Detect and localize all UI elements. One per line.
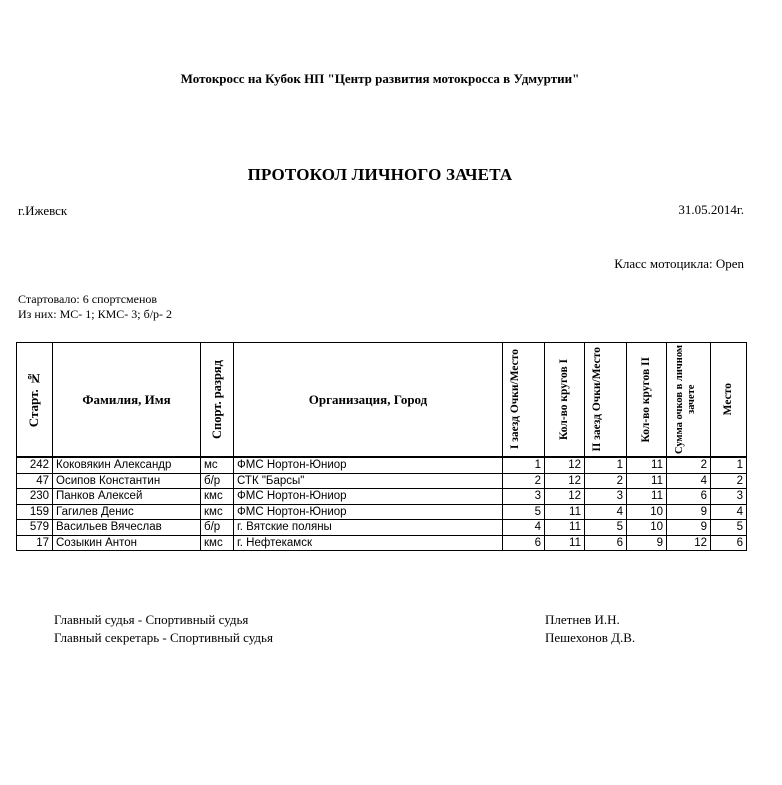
cell-heat2: 2: [585, 473, 627, 489]
cell-place: 2: [711, 473, 747, 489]
cell-laps2: 10: [627, 520, 667, 536]
cell-sum: 9: [667, 504, 711, 520]
cell-laps1: 11: [545, 504, 585, 520]
cell-sum: 4: [667, 473, 711, 489]
cell-laps1: 11: [545, 535, 585, 551]
col-header-rank: Спорт. разряд: [201, 343, 234, 458]
cell-heat2: 1: [585, 457, 627, 473]
cell-start-no: 17: [17, 535, 53, 551]
rank-breakdown: Из них: МС- 1; КМС- 3; б/р- 2: [18, 307, 173, 321]
cell-org: ФМС Нортон-Юниор: [234, 457, 503, 473]
event-title: Мотокросс на Кубок НП "Центр развития мотокросса в Удмуртии": [180, 71, 580, 86]
date: 31.05.2014г.: [678, 202, 744, 217]
chief-judge-name: Плетнев И.Н.: [545, 612, 620, 627]
cell-heat1: 2: [503, 473, 545, 489]
cell-sum: 12: [667, 535, 711, 551]
table-row: [17, 504, 747, 520]
cell-org: г. Вятские поляны: [234, 520, 503, 536]
table-row: [17, 489, 747, 505]
cell-org: г. Нефтекамск: [234, 535, 503, 551]
cell-org: ФМС Нортон-Юниор: [234, 504, 503, 520]
cell-rank: б/р: [201, 473, 234, 489]
cell-laps2: 9: [627, 535, 667, 551]
cell-heat1: 6: [503, 535, 545, 551]
table-row: [17, 520, 747, 536]
cell-heat2: 5: [585, 520, 627, 536]
cell-laps2: 11: [627, 473, 667, 489]
document-title: ПРОТОКОЛ ЛИЧНОГО ЗАЧЕТА: [247, 165, 513, 184]
cell-place: 1: [711, 457, 747, 473]
col-header-heat1: I заезд Очки/Место: [503, 343, 545, 458]
table-row: [17, 473, 747, 489]
col-header-heat2: II заезд Очки/Место: [585, 343, 627, 458]
col-header-org: Организация, Город: [234, 343, 503, 458]
cell-name: Созыкин Антон: [53, 535, 201, 551]
cell-heat1: 3: [503, 489, 545, 505]
city: г.Ижевск: [18, 203, 68, 218]
cell-start-no: 230: [17, 489, 53, 505]
cell-sum: 2: [667, 457, 711, 473]
col-header-sum: Сумма очков в личном зачете: [667, 343, 711, 458]
cell-place: 6: [711, 535, 747, 551]
cell-org: СТК "Барсы": [234, 473, 503, 489]
cell-place: 4: [711, 504, 747, 520]
started-count: Стартовало: 6 спортсменов: [18, 292, 158, 306]
cell-org: ФМС Нортон-Юниор: [234, 489, 503, 505]
motorcycle-class: Класс мотоцикла: Open: [614, 256, 744, 271]
results-table: [16, 342, 747, 551]
chief-judge-role: Главный судья - Спортивный судья: [54, 612, 249, 627]
table-header-row: [17, 343, 747, 458]
col-header-laps1: Кол-во кругов I: [545, 343, 585, 458]
cell-place: 3: [711, 489, 747, 505]
cell-rank: кмс: [201, 535, 234, 551]
cell-laps1: 11: [545, 520, 585, 536]
cell-sum: 6: [667, 489, 711, 505]
table-row: [17, 457, 747, 473]
cell-laps1: 12: [545, 457, 585, 473]
cell-sum: 9: [667, 520, 711, 536]
cell-heat2: 3: [585, 489, 627, 505]
cell-name: Васильев Вячеслав: [53, 520, 201, 536]
cell-rank: кмс: [201, 504, 234, 520]
cell-laps2: 10: [627, 504, 667, 520]
cell-laps1: 12: [545, 489, 585, 505]
cell-laps1: 12: [545, 473, 585, 489]
col-header-place: Место: [711, 343, 747, 458]
cell-rank: кмс: [201, 489, 234, 505]
cell-laps2: 11: [627, 457, 667, 473]
cell-start-no: 242: [17, 457, 53, 473]
col-header-start-no: Старт. №: [17, 343, 53, 458]
cell-name: Коковякин Александр: [53, 457, 201, 473]
cell-heat2: 6: [585, 535, 627, 551]
cell-rank: б/р: [201, 520, 234, 536]
cell-name: Гагилев Денис: [53, 504, 201, 520]
cell-name: Осипов Константин: [53, 473, 201, 489]
chief-secretary-role: Главный секретарь - Спортивный судья: [54, 630, 273, 645]
cell-laps2: 11: [627, 489, 667, 505]
cell-heat1: 5: [503, 504, 545, 520]
cell-start-no: 47: [17, 473, 53, 489]
col-header-name: Фамилия, Имя: [53, 343, 201, 458]
cell-heat1: 1: [503, 457, 545, 473]
cell-heat1: 4: [503, 520, 545, 536]
cell-start-no: 159: [17, 504, 53, 520]
cell-heat2: 4: [585, 504, 627, 520]
chief-secretary-name: Пешехонов Д.В.: [545, 630, 636, 645]
table-row: [17, 535, 747, 551]
cell-place: 5: [711, 520, 747, 536]
cell-name: Панков Алексей: [53, 489, 201, 505]
cell-start-no: 579: [17, 520, 53, 536]
cell-rank: мс: [201, 457, 234, 473]
col-header-laps2: Кол-во кругов II: [627, 343, 667, 458]
